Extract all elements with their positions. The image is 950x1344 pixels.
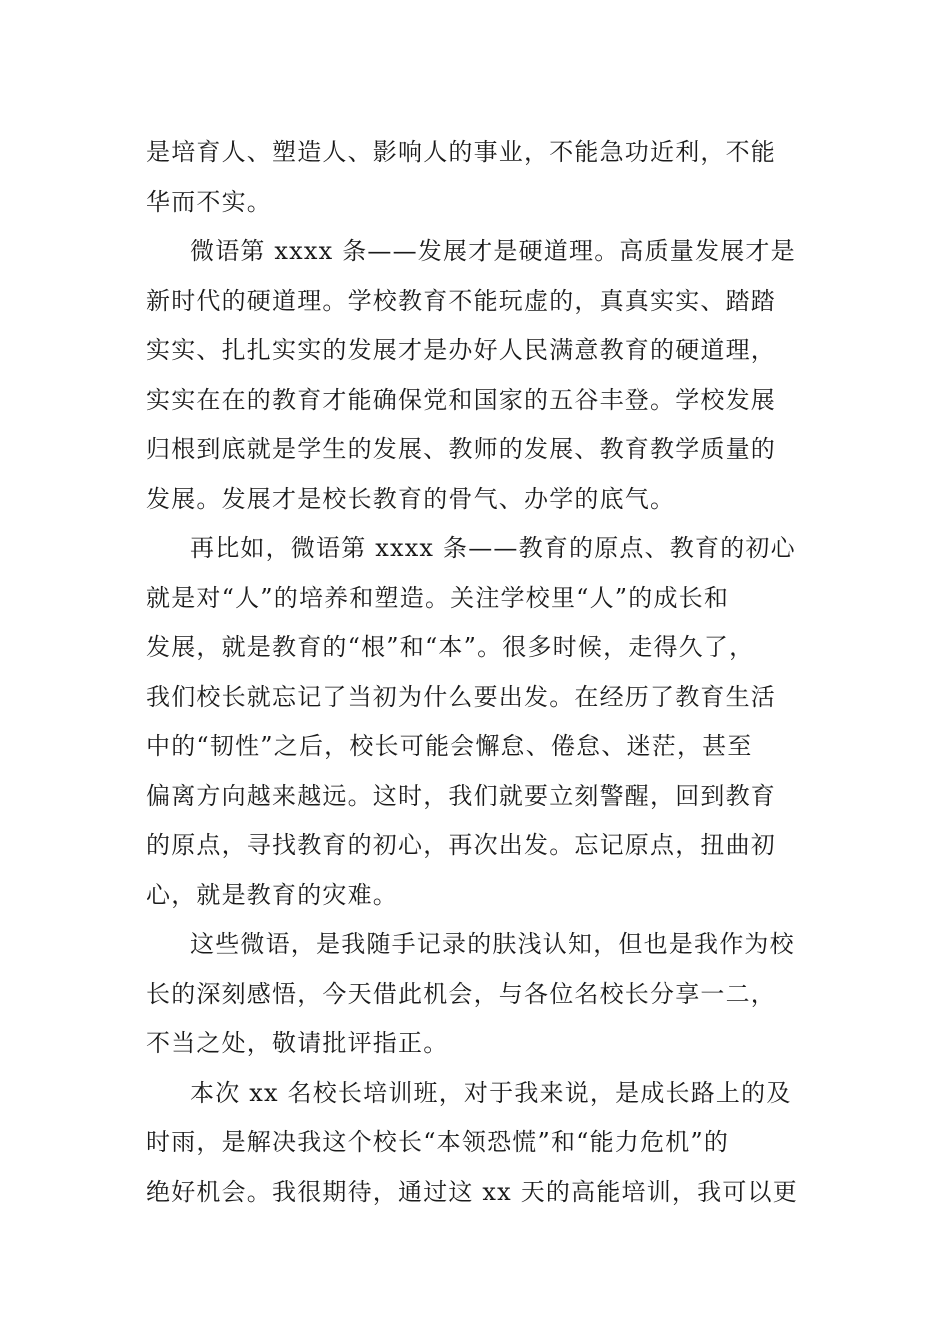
text-line: 长的深刻感悟，今天借此机会，与各位名校长分享一二， [146, 979, 776, 1008]
text-line: 新时代的硬道理。学校教育不能玩虚的，真真实实、踏踏 [146, 286, 776, 315]
text-line: 是培育人、塑造人、影响人的事业，不能急功近利，不能 [146, 138, 776, 166]
text-line: 华而不实。 [146, 187, 272, 216]
text-line: 中的“韧性”之后，校长可能会懈怠、倦怠、迷茫，甚至 [146, 732, 753, 760]
text-line: 归根到底就是学生的发展、教师的发展、教育教学质量的 [146, 435, 776, 463]
text-line: 绝好机会。我很期待，通过这 xx 天的高能培训，我可以更 [146, 1177, 798, 1206]
text-line: 不当之处，敬请批评指正。 [146, 1029, 449, 1057]
text-line: 就是对“人”的培养和塑造。关注学校里“人”的成长和 [146, 583, 730, 612]
paragraph-start-line: 本次 xx 名校长培训班，对于我来说，是成长路上的及 [190, 1078, 792, 1107]
document-body [146, 128, 806, 1217]
text-line: 实实在在的教育才能确保党和国家的五谷丰登。学校发展 [146, 385, 776, 414]
paragraph-start-line: 这些微语，是我随手记录的肤浅认知，但也是我作为校 [190, 930, 795, 958]
text-line: 发展。发展才是校长教育的骨气、办学的底气。 [146, 484, 676, 513]
paragraph-start-line: 微语第 xxxx 条——发展才是硬道理。高质量发展才是 [190, 237, 796, 265]
text-line: 时雨，是解决我这个校长“本领恐慌”和“能力危机”的 [146, 1128, 730, 1156]
text-line: 心，就是教育的灾难。 [146, 880, 398, 909]
text-line: 的原点，寻找教育的初心，再次出发。忘记原点，扭曲初 [146, 831, 776, 859]
paragraph-start-line: 再比如，微语第 xxxx 条——教育的原点、教育的初心 [190, 534, 796, 562]
text-line: 我们校长就忘记了当初为什么要出发。在经历了教育生活 [146, 682, 776, 711]
text-line: 偏离方向越来越远。这时，我们就要立刻警醒，回到教育 [146, 781, 776, 810]
text-line: 发展，就是教育的“根”和“本”。很多时候，走得久了， [146, 633, 755, 661]
text-line: 实实、扎扎实实的发展才是办好人民满意教育的硬道理， [146, 336, 776, 364]
